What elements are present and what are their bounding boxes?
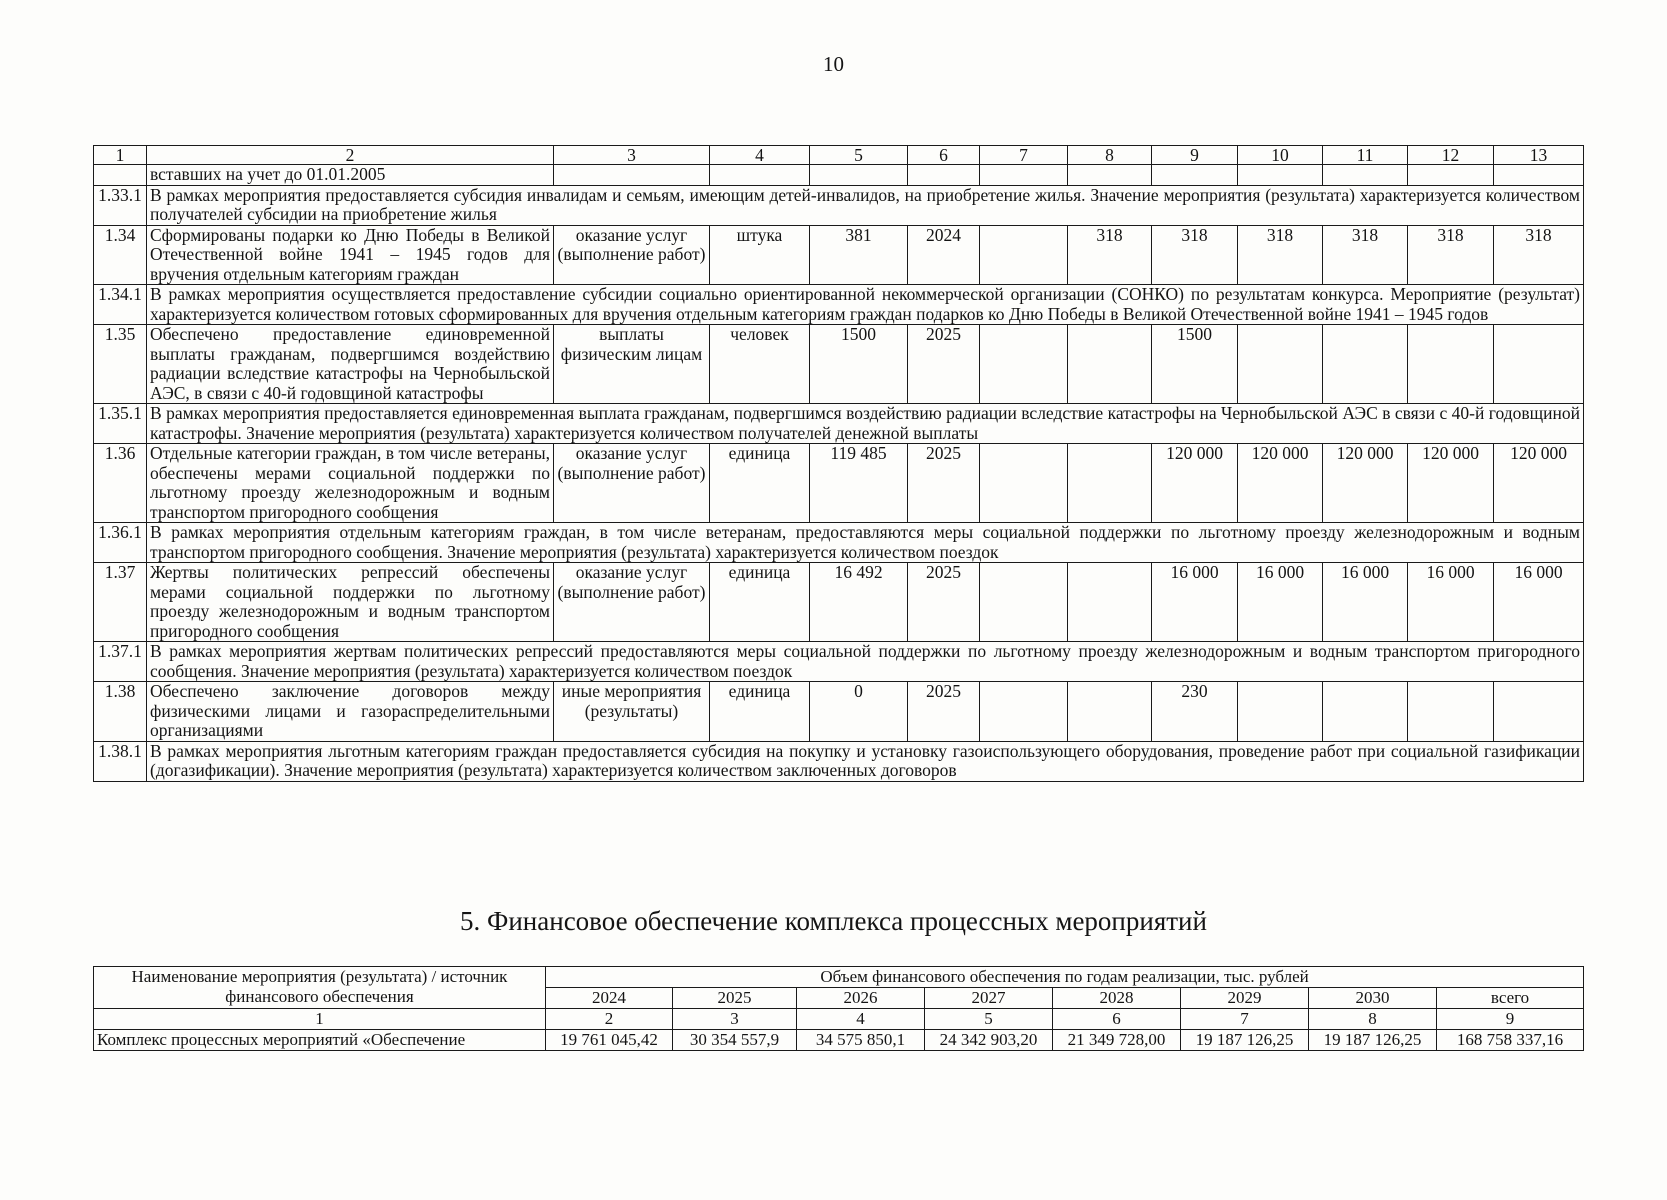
row-value: 16 000 bbox=[1323, 563, 1408, 642]
row-value bbox=[1323, 325, 1408, 404]
row-base-value: 16 492 bbox=[810, 563, 908, 642]
year-header: 2024 bbox=[546, 988, 673, 1009]
row-value: 318 bbox=[1238, 225, 1323, 285]
row-value bbox=[1068, 563, 1152, 642]
row-value bbox=[980, 682, 1068, 742]
column-numbers-row bbox=[94, 146, 1584, 165]
row-name: Обеспечено предоставление единовременной выплаты гражданам, подвергшимся воздействию радиации вследствие катастрофы на Чернобыльской АЭС, в связи с 40-й годовщиной катастрофы bbox=[147, 325, 554, 404]
row-value: 21 349 728,00 bbox=[1053, 1030, 1181, 1051]
row-unit: единица bbox=[710, 563, 810, 642]
row-base-year: 2025 bbox=[908, 444, 980, 523]
column-number: 5 bbox=[925, 1009, 1053, 1030]
column-number: 6 bbox=[908, 146, 980, 165]
row-type: оказание услуг (выполнение работ) bbox=[554, 225, 710, 285]
row-value: 318 bbox=[1408, 225, 1494, 285]
table-row bbox=[94, 682, 1584, 742]
row-base-value: 1500 bbox=[810, 325, 908, 404]
column-number: 1 bbox=[94, 146, 147, 165]
year-header: 2026 bbox=[797, 988, 925, 1009]
row-value bbox=[980, 325, 1068, 404]
row-id: 1.36.1 bbox=[94, 523, 147, 563]
column-number: 7 bbox=[980, 146, 1068, 165]
row-base-year: 2025 bbox=[908, 563, 980, 642]
row-unit: человек bbox=[710, 325, 810, 404]
row-value: 16 000 bbox=[1238, 563, 1323, 642]
row-id: 1.34.1 bbox=[94, 285, 147, 325]
row-value: 16 000 bbox=[1152, 563, 1238, 642]
row-name: Жертвы политических репрессий обеспечены мерами социальной поддержки по льготному проезду железнодорожным и водным транспортом пригородного сообщения bbox=[147, 563, 554, 642]
row-unit: штука bbox=[710, 225, 810, 285]
row-value bbox=[1068, 444, 1152, 523]
row-total: 168 758 337,16 bbox=[1437, 1030, 1584, 1051]
row-base-year: 2025 bbox=[908, 682, 980, 742]
year-header: 2027 bbox=[925, 988, 1053, 1009]
row-base-value: 0 bbox=[810, 682, 908, 742]
row-value bbox=[1068, 325, 1152, 404]
column-number: 10 bbox=[1238, 146, 1323, 165]
row-unit: единица bbox=[710, 682, 810, 742]
row-type: выплаты физическим лицам bbox=[554, 325, 710, 404]
row-value bbox=[1494, 325, 1584, 404]
table-row bbox=[94, 563, 1584, 642]
column-number: 2 bbox=[147, 146, 554, 165]
table-row-note bbox=[94, 642, 1584, 682]
row-name: Отдельные категории граждан, в том числе ветераны, обеспечены мерами социальной поддержки по льготному проезду железнодорожным и водным транспортом пригородного сообщения bbox=[147, 444, 554, 523]
row-id: 1.38 bbox=[94, 682, 147, 742]
row-value: 34 575 850,1 bbox=[797, 1030, 925, 1051]
row-value: 120 000 bbox=[1408, 444, 1494, 523]
table-row-note bbox=[94, 185, 1584, 225]
column-number: 6 bbox=[1053, 1009, 1181, 1030]
continuation-text: вставших на учет до 01.01.2005 bbox=[147, 165, 554, 186]
row-value: 19 187 126,25 bbox=[1309, 1030, 1437, 1051]
column-number: 13 bbox=[1494, 146, 1584, 165]
row-value bbox=[1323, 682, 1408, 742]
row-value: 318 bbox=[1068, 225, 1152, 285]
row-id: 1.37.1 bbox=[94, 642, 147, 682]
table-row-note bbox=[94, 404, 1584, 444]
row-value bbox=[980, 444, 1068, 523]
row-base-year: 2024 bbox=[908, 225, 980, 285]
row-value: 318 bbox=[1323, 225, 1408, 285]
column-number: 11 bbox=[1323, 146, 1408, 165]
row-value: 120 000 bbox=[1152, 444, 1238, 523]
page-number: 10 bbox=[823, 52, 844, 76]
row-note: В рамках мероприятия предоставляется единовременная выплата гражданам, подвергшимся воздействию радиации вследствие катастрофы на Чернобыльской АЭС в связи с 40-й годовщиной катастрофы. Значение мероприятия (результата) характеризуется количеством получателей денежной выплаты bbox=[147, 404, 1584, 444]
table-row bbox=[94, 1030, 1584, 1051]
year-header: 2030 bbox=[1309, 988, 1437, 1009]
row-base-value: 119 485 bbox=[810, 444, 908, 523]
column-number: 4 bbox=[710, 146, 810, 165]
table-row-note bbox=[94, 285, 1584, 325]
column-number: 2 bbox=[546, 1009, 673, 1030]
row-base-value: 381 bbox=[810, 225, 908, 285]
row-note: В рамках мероприятия льготным категориям граждан предоставляется субсидия на покупку и установку газоиспользующего оборудования, проведение работ при социальной газификации (догазификации). Значение мероприятия (результата) характеризуется количеством заключенных договоров bbox=[147, 741, 1584, 781]
continuation-row bbox=[94, 165, 1584, 186]
row-type: оказание услуг (выполнение работ) bbox=[554, 444, 710, 523]
name-header: Наименование мероприятия (результата) / источник финансового обеспечения bbox=[94, 967, 546, 1009]
table-row-note bbox=[94, 741, 1584, 781]
table-row bbox=[94, 325, 1584, 404]
row-unit: единица bbox=[710, 444, 810, 523]
financing-table bbox=[93, 966, 1584, 1051]
row-value: 16 000 bbox=[1494, 563, 1584, 642]
column-number: 12 bbox=[1408, 146, 1494, 165]
row-value: 120 000 bbox=[1238, 444, 1323, 523]
year-header: 2025 bbox=[673, 988, 797, 1009]
row-value: 19 187 126,25 bbox=[1181, 1030, 1309, 1051]
row-value bbox=[1238, 325, 1323, 404]
column-number: 7 bbox=[1181, 1009, 1309, 1030]
row-value: 318 bbox=[1152, 225, 1238, 285]
row-value bbox=[1068, 682, 1152, 742]
row-name: Комплекс процессных мероприятий «Обеспечение bbox=[94, 1030, 546, 1051]
row-note: В рамках мероприятия предоставляется субсидия инвалидам и семьям, имеющим детей-инвалидов, на приобретение жилья. Значение мероприятия (результата) характеризуется количеством получателей субсидии на приобретение жилья bbox=[147, 185, 1584, 225]
activity-indicators-table bbox=[93, 145, 1584, 782]
row-type: иные мероприятия (результаты) bbox=[554, 682, 710, 742]
row-name: Сформированы подарки ко Дню Победы в Великой Отечественной войне 1941 – 1945 годов для вручения отдельным категориям граждан bbox=[147, 225, 554, 285]
row-id: 1.34 bbox=[94, 225, 147, 285]
column-number: 1 bbox=[94, 1009, 546, 1030]
row-value: 230 bbox=[1152, 682, 1238, 742]
row-id: 1.36 bbox=[94, 444, 147, 523]
row-id: 1.33.1 bbox=[94, 185, 147, 225]
column-number: 3 bbox=[554, 146, 710, 165]
row-id: 1.38.1 bbox=[94, 741, 147, 781]
row-value: 16 000 bbox=[1408, 563, 1494, 642]
row-value bbox=[980, 225, 1068, 285]
year-header: 2029 bbox=[1181, 988, 1309, 1009]
column-number: 5 bbox=[810, 146, 908, 165]
year-header: 2028 bbox=[1053, 988, 1181, 1009]
table-row bbox=[94, 444, 1584, 523]
column-numbers-row bbox=[94, 1009, 1584, 1030]
table-row bbox=[94, 225, 1584, 285]
column-number: 9 bbox=[1437, 1009, 1584, 1030]
row-name: Обеспечено заключение договоров между физическими лицами и газораспределительными организациями bbox=[147, 682, 554, 742]
row-value: 318 bbox=[1494, 225, 1584, 285]
row-value bbox=[1408, 325, 1494, 404]
row-note: В рамках мероприятия осуществляется предоставление субсидии социально ориентированной некоммерческой организации (СОНКО) по результатам конкурса. Мероприятие (результат) характеризуется количеством готовых сформированных для вручения отдельным категориям граждан подарков ко Дню Победы в Великой Отечественной войне 1941 – 1945 годов bbox=[147, 285, 1584, 325]
row-note: В рамках мероприятия отдельным категориям граждан, в том числе ветеранам, предоставляются меры социальной поддержки по льготному проезду железнодорожным и водным транспортом пригородного сообщения. Значение мероприятия (результата) характеризуется количеством поездок bbox=[147, 523, 1584, 563]
row-value: 120 000 bbox=[1323, 444, 1408, 523]
row-id: 1.35 bbox=[94, 325, 147, 404]
row-value bbox=[980, 563, 1068, 642]
row-note: В рамках мероприятия жертвам политических репрессий предоставляются меры социальной поддержки по льготному проезду железнодорожным и водным транспортом пригородного сообщения. Значение мероприятия (результата) характеризуется количеством поездок bbox=[147, 642, 1584, 682]
row-value: 120 000 bbox=[1494, 444, 1584, 523]
table-row-note bbox=[94, 523, 1584, 563]
row-value: 1500 bbox=[1152, 325, 1238, 404]
section-title: 5. Финансовое обеспечение комплекса процессных мероприятий bbox=[460, 906, 1207, 936]
row-value: 30 354 557,9 bbox=[673, 1030, 797, 1051]
row-value bbox=[1494, 682, 1584, 742]
row-value: 24 342 903,20 bbox=[925, 1030, 1053, 1051]
total-header: всего bbox=[1437, 988, 1584, 1009]
row-type: оказание услуг (выполнение работ) bbox=[554, 563, 710, 642]
column-number: 8 bbox=[1309, 1009, 1437, 1030]
row-base-year: 2025 bbox=[908, 325, 980, 404]
row-id: 1.35.1 bbox=[94, 404, 147, 444]
volume-header: Объем финансового обеспечения по годам реализации, тыс. рублей bbox=[546, 967, 1584, 988]
row-id: 1.37 bbox=[94, 563, 147, 642]
column-number: 9 bbox=[1152, 146, 1238, 165]
column-number: 3 bbox=[673, 1009, 797, 1030]
column-number: 4 bbox=[797, 1009, 925, 1030]
row-value: 19 761 045,42 bbox=[546, 1030, 673, 1051]
column-number: 8 bbox=[1068, 146, 1152, 165]
row-value bbox=[1238, 682, 1323, 742]
row-value bbox=[1408, 682, 1494, 742]
